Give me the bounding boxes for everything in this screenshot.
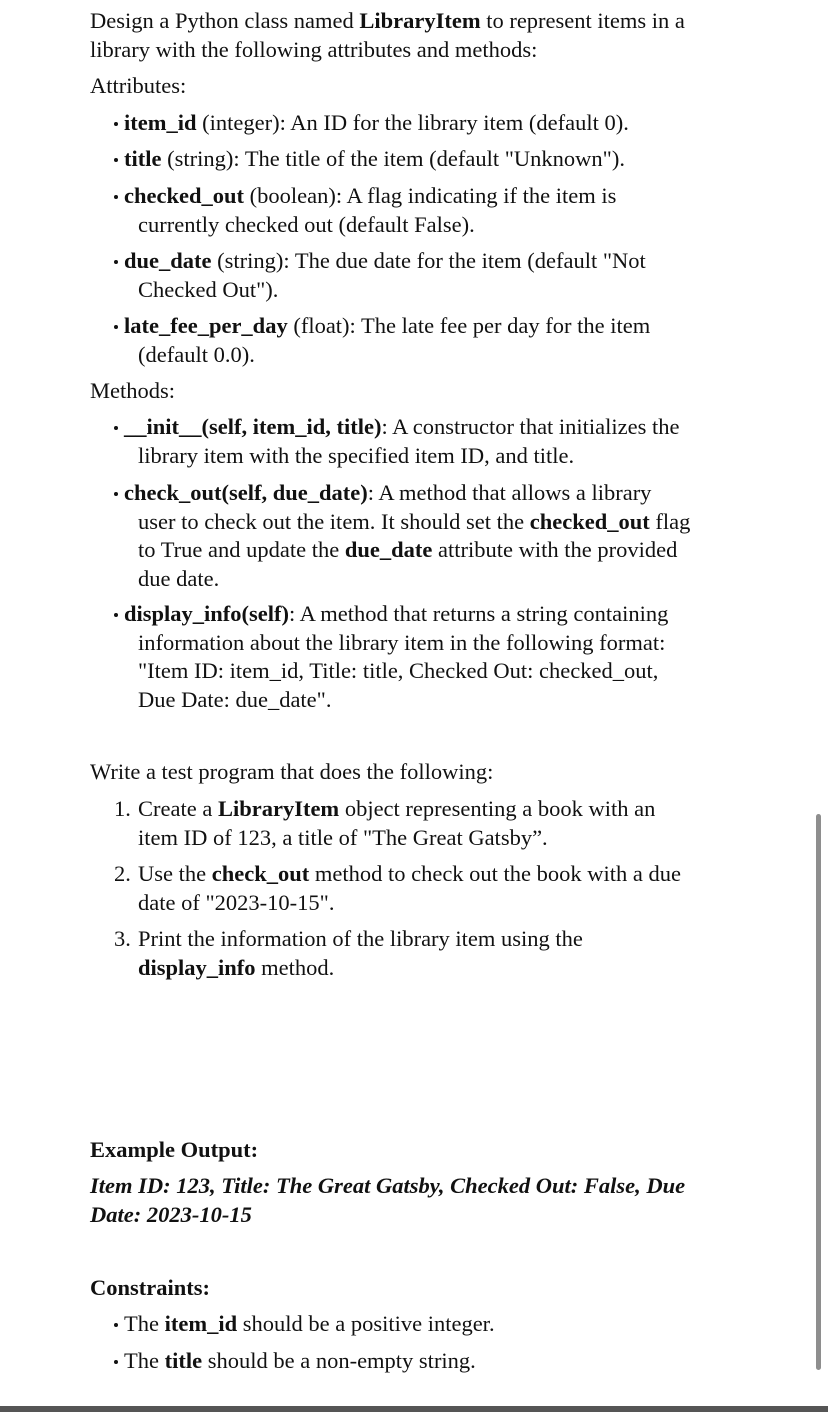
attributes-heading: Attributes: <box>90 73 187 98</box>
step-text: object representing a book with an <box>339 796 656 821</box>
attribute-ref: due_date <box>344 537 433 562</box>
method-name: __init__(self, item_id, title) <box>124 414 382 439</box>
attribute-desc-cont: Checked Out"). <box>138 276 279 302</box>
constraints-heading-text: Constraints: <box>90 1275 211 1300</box>
method-desc-cont: to True and update the <box>138 537 345 562</box>
example-output <box>90 1172 770 1229</box>
method-item <box>112 600 752 714</box>
constraint-bold: title <box>164 1348 203 1373</box>
attribute-name: due_date <box>124 248 212 273</box>
step-text-cont: item ID of 123, a title of "The Great Gatsby”. <box>138 824 548 850</box>
attribute-desc-cont: (default 0.0). <box>138 341 255 367</box>
constraint-text: should be a positive integer. <box>237 1311 495 1336</box>
attribute-desc: (boolean): A flag indicating if the item is <box>244 183 617 208</box>
method-desc-cont: Due Date: due_date". <box>138 686 332 712</box>
methods-heading: Methods: <box>90 378 176 403</box>
constraint-text: should be a non-empty string. <box>202 1348 476 1373</box>
vertical-scrollbar[interactable] <box>816 814 821 1370</box>
attribute-item <box>112 145 752 174</box>
method-desc: : A constructor that initializes the <box>381 414 680 439</box>
attribute-desc: (string): The due date for the item (default "Not <box>211 248 646 273</box>
attribute-item <box>112 312 752 369</box>
step-text: method to check out the book with a due <box>309 861 682 886</box>
constraints-heading <box>90 1274 750 1303</box>
step-bold: display_info <box>138 954 256 980</box>
test-heading: Write a test program that does the following: <box>90 759 494 784</box>
intro-paragraph <box>90 7 750 64</box>
step-text-cont: method. <box>255 954 335 980</box>
test-step <box>114 795 754 852</box>
step-bold: LibraryItem <box>217 796 340 821</box>
method-name: check_out(self, due_date) <box>124 480 368 505</box>
method-item <box>112 479 752 593</box>
test-step <box>114 860 754 917</box>
attribute-desc-cont: currently checked out (default False). <box>138 211 475 237</box>
attribute-item <box>112 247 752 304</box>
constraint-text: The <box>124 1311 165 1336</box>
attribute-desc: (string): The title of the item (default "Unknown"). <box>161 146 625 171</box>
attribute-desc: (float): The late fee per day for the item <box>287 313 651 338</box>
method-desc-cont: flag <box>649 508 691 534</box>
attribute-desc: (integer): An ID for the library item (default 0). <box>196 110 629 135</box>
intro-text: Design a Python class named <box>90 8 360 33</box>
attribute-name: checked_out <box>124 183 244 208</box>
step-text: Print the information of the library item using the <box>138 926 583 951</box>
constraint-text: The <box>124 1348 165 1373</box>
method-desc-cont: library item with the specified item ID, and title. <box>138 442 575 468</box>
step-text: Create a <box>138 796 218 821</box>
example-line: Date: 2023-10-15 <box>90 1201 252 1227</box>
attribute-name: late_fee_per_day <box>124 313 288 338</box>
constraint-item <box>112 1310 752 1339</box>
attribute-name: title <box>124 146 162 171</box>
test-step <box>114 925 754 982</box>
method-desc-cont: due date. <box>138 565 220 591</box>
step-bold: check_out <box>211 861 310 886</box>
attribute-item <box>112 109 752 138</box>
step-text: Use the <box>138 861 212 886</box>
example-heading <box>90 1136 750 1165</box>
method-desc-cont: user to check out the item. It should set the <box>138 508 530 534</box>
bottom-divider <box>0 1406 828 1412</box>
method-desc-cont: information about the library item in the following format: <box>138 629 666 655</box>
constraint-bold: item_id <box>164 1311 238 1336</box>
method-name: display_info(self) <box>124 601 290 626</box>
attribute-ref: checked_out <box>529 508 650 534</box>
attribute-name: item_id <box>124 110 197 135</box>
attribute-item <box>112 182 752 239</box>
intro-text: library with the following attributes and methods: <box>90 36 538 62</box>
class-name: LibraryItem <box>359 8 481 33</box>
step-number: 2. <box>114 861 131 886</box>
example-line: Item ID: 123, Title: The Great Gatsby, Checked Out: False, Due <box>90 1173 686 1198</box>
constraint-item <box>112 1347 752 1376</box>
example-heading-text: Example Output: <box>90 1137 259 1162</box>
method-desc: : A method that returns a string containing <box>289 601 669 626</box>
step-number: 3. <box>114 926 131 951</box>
method-desc: : A method that allows a library <box>367 480 652 505</box>
step-number: 1. <box>114 796 131 821</box>
method-desc-cont: attribute with the provided <box>432 537 678 562</box>
step-text-cont: date of "2023-10-15". <box>138 889 335 915</box>
method-item <box>112 413 752 470</box>
intro-text: to represent items in a <box>480 8 685 33</box>
method-desc-cont: "Item ID: item_id, Title: title, Checked Out: checked_out, <box>138 658 659 683</box>
